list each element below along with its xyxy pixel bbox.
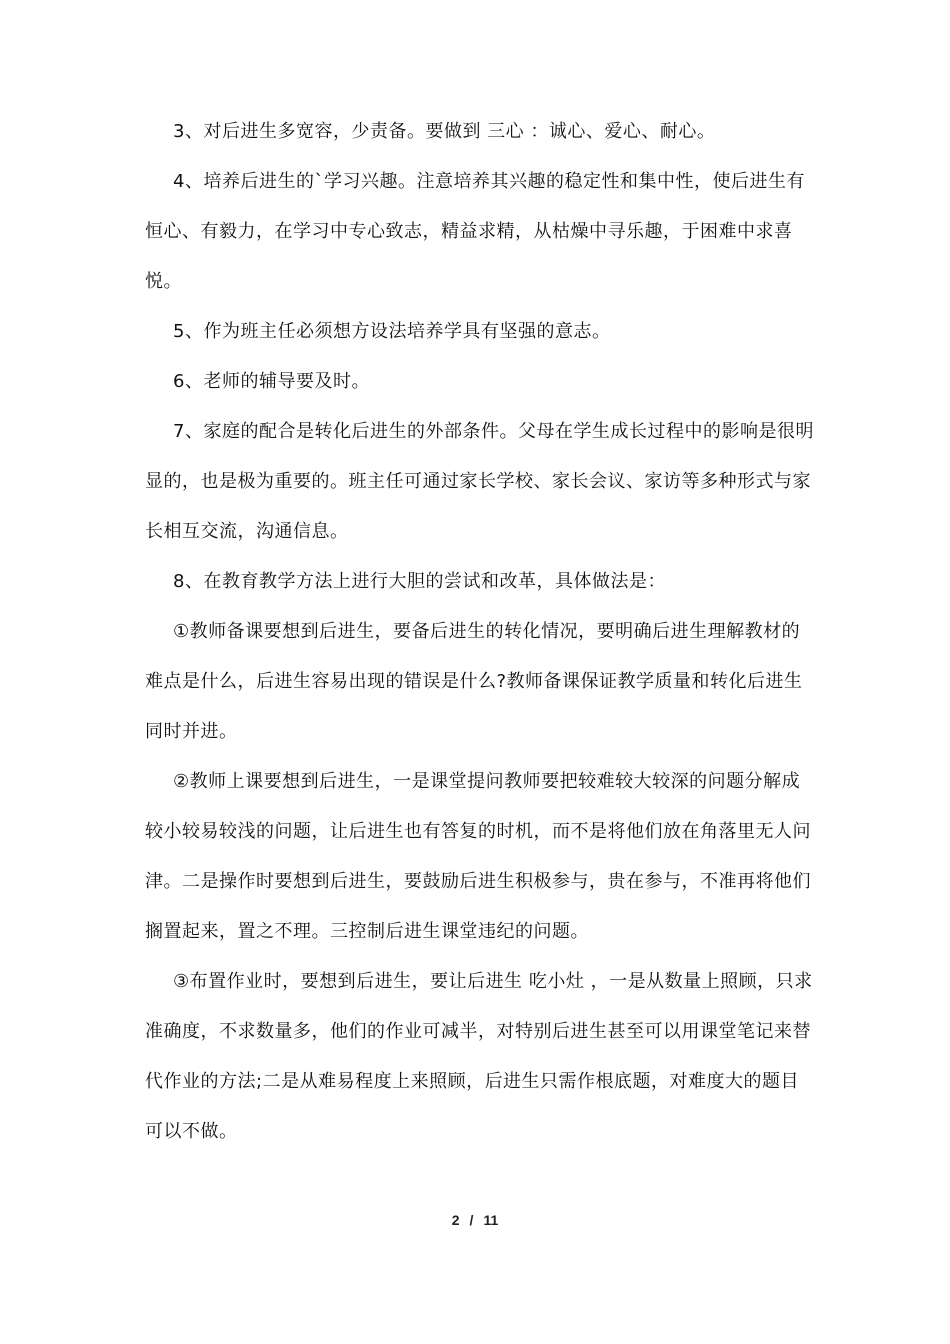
paragraph-6: 6、老师的辅导要及时。 bbox=[173, 371, 370, 392]
current-page: 2 bbox=[451, 1212, 460, 1228]
page-number bbox=[0, 1212, 950, 1228]
paragraph-3: 3、对后进生多宽容，少责备。要做到 三心 ：诚心、爱心、耐心。 bbox=[173, 121, 716, 142]
paragraph-7: 7、家庭的配合是转化后进生的外部条件。父母在学生成长过程中的影响是很明显的，也是极为重要的。班主任可通过家长学校、家长会议、家访等多种形式与家长相互交流，沟通信息。 bbox=[145, 421, 814, 542]
paragraph-8-1: ①教师备课要想到后进生，要备后进生的转化情况，要明确后进生理解教材的难点是什么，后进生容易出现的错误是什么?教师备课保证教学质量和转化后进生同时并进。 bbox=[145, 621, 803, 742]
paragraph-8-3: ③布置作业时，要想到后进生，要让后进生 吃小灶 ，一是从数量上照顾，只求准确度，不求数量多，他们的作业可减半，对特别后进生甚至可以用课堂笔记来替代作业的方法;二是从难易程度上来照顾，后进生只需作根底题，对难度大的题目可以不做。 bbox=[145, 971, 813, 1142]
paragraph-8-2: ②教师上课要想到后进生，一是课堂提问教师要把较难较大较深的问题分解成较小较易较浅的问题，让后进生也有答复的时机，而不是将他们放在角落里无人问津。二是操作时要想到后进生，要鼓励后进生积极参与，贵在参与，不准再将他们搁置起来，置之不理。三控制后进生课堂违纪的问题。 bbox=[145, 771, 811, 942]
paragraph-4: 4、培养后进生的`学习兴趣。注意培养其兴趣的稳定性和集中性，使后进生有恒心、有毅力，在学习中专心致志，精益求精，从枯燥中寻乐趣，于困难中求喜悦。 bbox=[145, 171, 805, 292]
total-pages: 11 bbox=[483, 1212, 499, 1228]
page-separator: / bbox=[469, 1212, 474, 1228]
document-body bbox=[145, 107, 817, 1157]
paragraph-5: 5、作为班主任必须想方设法培养学具有坚强的意志。 bbox=[173, 321, 611, 342]
paragraph-8: 8、在教育教学方法上进行大胆的尝试和改革，具体做法是： bbox=[173, 571, 666, 592]
